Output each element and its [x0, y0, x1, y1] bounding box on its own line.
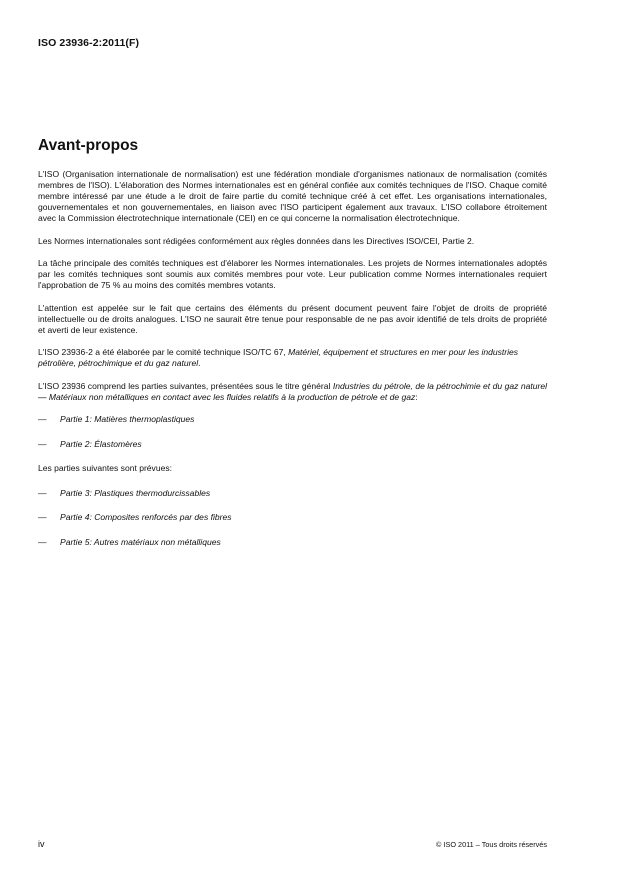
prepared-by-text: L'ISO 23936-2 a été élaborée par le comité technique ISO/TC 67, [38, 347, 289, 357]
planned-parts-list [38, 488, 547, 548]
prepared-by-end: . [198, 358, 201, 368]
paragraph-directives: Les Normes internationales sont rédigées conformément aux règles données dans les Directives ISO/CEI, Partie 2. [38, 235, 475, 246]
part-label: Partie 3: Plastiques thermodurcissables [60, 487, 211, 498]
list-item [38, 488, 547, 499]
list-dash: — [38, 487, 47, 498]
foreword-body [38, 169, 547, 561]
list-item [38, 512, 547, 523]
section-title: Avant-propos [38, 137, 139, 154]
paragraph-prepared-by [38, 347, 547, 369]
paragraph-iso-organisation: L'ISO (Organisation internationale de normalisation) est une fédération mondiale d'organismes nationaux de normalisation (comités membres de l'ISO). L'élaboration des Normes internationales est en général confiée aux comités techniques de l'ISO. Chaque comité membre intéressé par une étude a le droit de faire partie du comité technique créé à cet effet. Les organisations internationales, gouvernementales et non gouvernementales, en liaison avec l'ISO participent également aux travaux. L'ISO collabore étroitement avec la Commission électrotechnique internationale (CEI) en ce qui concerne la normalisation électrotechnique. [38, 169, 547, 223]
published-parts-list [38, 414, 547, 450]
list-item [38, 439, 547, 450]
series-intro-text: L'ISO 23936 comprend les parties suivantes, présentées sous le titre général [38, 380, 333, 391]
series-intro-end: : [415, 391, 418, 402]
list-dash: — [38, 536, 47, 547]
part-label: Partie 2: Élastomères [60, 438, 142, 449]
part-label: Partie 1: Matières thermoplastiques [60, 414, 195, 424]
committee-title: Matériel, équipement et structures en mer pour les industries pétrolière, pétrochimique et du gaz naturel [38, 347, 519, 368]
page-number: iv [38, 839, 45, 849]
copyright-notice: © ISO 2011 – Tous droits réservés [436, 840, 547, 849]
list-dash: — [38, 512, 47, 522]
list-item [38, 414, 547, 425]
document-id-header: ISO 23936-2:2011(F) [38, 37, 140, 49]
list-item [38, 537, 547, 548]
series-general-title: Industries du pétrole, de la pétrochimie et du gaz naturel — Matériaux non métalliques en contact avec les fluides relatifs à la production de pétrole et de gaz [38, 380, 547, 402]
paragraph-technical-committees: La tâche principale des comités techniques est d'élaborer les Normes internationales. Les projets de Normes internationales adoptés par les comités techniques sont soumis aux comités membres pour vote. Leur publication comme Normes internationales requiert l'approbation de 75 % au moins des comités membres votants. [38, 258, 547, 290]
paragraph-planned-intro: Les parties suivantes sont prévues: [38, 463, 172, 473]
list-dash: — [38, 414, 47, 424]
paragraph-series-parts [38, 381, 547, 403]
part-label: Partie 5: Autres matériaux non métalliques [60, 536, 221, 547]
paragraph-patent-rights: L'attention est appelée sur le fait que certains des éléments du présent document peuvent faire l'objet de droits de propriété intellectuelle ou de droits analogues. L'ISO ne saurait être tenue pour responsable de ne pas avoir identifié de tels droits de propriété et averti de leur existence. [38, 302, 547, 335]
list-dash: — [38, 438, 47, 449]
part-label: Partie 4: Composites renforcés par des fibres [60, 512, 232, 522]
